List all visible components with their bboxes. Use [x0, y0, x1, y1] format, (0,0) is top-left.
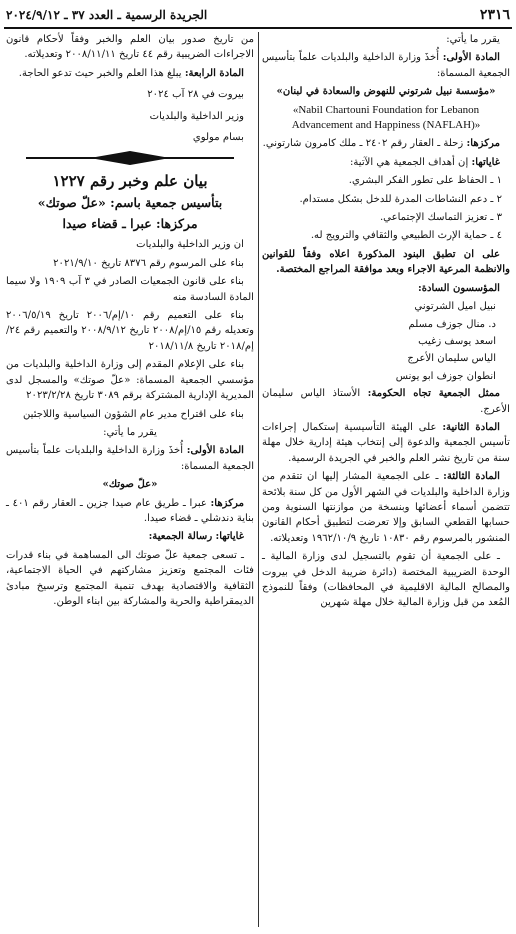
article-label: المادة الأولى:: [442, 52, 500, 64]
goals-title: رسالة الجمعية:: [148, 531, 213, 543]
goals-text: ـ تسعى جمعية علّ صوتك الى المساهمة في بناء قدرات فئات المجتمع وتعزيز مشاركتهم في الحياة الاجتماعية، الثقافية والاقتصادية بهدف تنمية المجتمع وترسيخ مبادئ الديمقراطية والحرية والمشاركة بين ابناء الوطن.: [6, 549, 254, 607]
divider-ornament-icon: [90, 151, 170, 165]
date-line: بيروت في ٢٨ آب ٢٠٢٤: [147, 89, 244, 101]
association-name-en: «Nabil Chartouni Foundation for Lebanon Advancement and Happiness (NAFLAH)»: [291, 103, 481, 132]
article-1: [262, 50, 510, 81]
hq-text: عبرا ـ طريق عام صيدا جزين ـ العقار رقم ٤٠١ ـ بناية دندشلي ـ قضاء صيدا.: [6, 497, 254, 524]
article-3-continued: ـ على الجمعية أن تقوم بالتسجيل لدى وزارة المالية ـ الوحدة الضريبية المختصة (دائرة ضريبة الدخل في بيروت والمصالح المالية الاقليمية في المحافظات) وفقاً للنموذج المُعد من قبل وزارة المالية خلال مهلة شهرين: [262, 551, 510, 609]
founder-name: الياس سليمان الأعرج: [407, 353, 496, 365]
article-3: [262, 469, 510, 546]
minister-title: وزير الداخلية والبلديات: [149, 110, 244, 122]
article-text: أُخذَ وزارة الداخلية والبلديات علماً بتأسيس الجمعية المسماة:: [6, 445, 254, 472]
legal-basis: بناء على اقتراح مدير عام الشؤون السياسية واللاجئين: [22, 408, 244, 420]
hq-text: زحلة ـ العقار رقم ٢٤٠٢ ـ ملك كامرون شارتوني.: [262, 138, 464, 150]
hq-label: مركزها:: [210, 497, 244, 509]
founders-list: [262, 299, 510, 384]
rep-text: الأستاذ الياس سليمان الأعرج.: [262, 388, 510, 415]
continued-text: من تاريخ صدور بيان العلم والخبر وفقاً لأحكام قانون الاجراءات الضريبية رقم ٤٤ تاريخ ٢٠٠٨/١١/١١ وتعديلاته.: [6, 34, 254, 61]
compliance-clause: على ان تطبق البنود المذكورة اعلاه وفقاً للقوانين والانظمة المرعية الاجراء وبعد موافقة المراجع المختصة.: [262, 248, 510, 276]
notice-headquarters: مركزها: عبرا ـ قضاء صيدا: [62, 216, 198, 232]
founder-name: اسعد يوسف زغيب: [418, 335, 496, 347]
page-header: [6, 6, 510, 24]
article-2: [262, 420, 510, 466]
founder-name: د. منال جوزف مسلم: [408, 318, 496, 330]
goals-heading: [6, 529, 254, 544]
notice-title: بيان علم وخبر رقم ١٢٢٧: [52, 172, 208, 191]
headquarters: [262, 136, 510, 151]
article-text: أُخذَ وزارة الداخلية والبلديات علماً بتأسيس الجمعية المسماة:: [262, 52, 510, 79]
article-1: [6, 443, 254, 474]
article-label: المادة الأولى:: [186, 445, 244, 457]
goals-intro-text: إن أهداف الجمعية هي الآتية:: [349, 156, 469, 168]
association-name-ar: «مؤسسة نبيل شرتوني للنهوض والسعادة في لبنان»: [276, 86, 496, 98]
section-divider: [6, 151, 254, 165]
article-text: على الهيئة التأسيسية إستكمال إجراءات تأسيس الجمعية والدعوة إلى إنتخاب هيئة إدارية خلال مهلة سنة من تاريخ نشر العلم والخبر في الجريدة الرسمية.: [262, 421, 510, 464]
founder-name: نبيل اميل الشرتوني: [414, 301, 496, 313]
legal-basis: بناء على المرسوم رقم ٨٣٧٦ تاريخ ٢٠٢١/٩/١٠: [53, 257, 244, 269]
issuer-line: ان وزير الداخلية والبلديات: [136, 239, 244, 251]
goals-intro: [262, 155, 510, 170]
right-column: [262, 32, 510, 614]
hq-label: مركزها:: [466, 138, 500, 150]
goal-item: ٣ ـ تعزيز التماسك الإجتماعي.: [379, 212, 502, 224]
header-rule: [4, 27, 512, 29]
legal-basis: بناء على قانون الجمعيات الصادر في ٣ آب ١٩٠٩ ولا سيما المادة السادسة منه: [6, 276, 254, 303]
publication-title: الجريدة الرسمية ـ العدد ٣٧ ـ ٢٠٢٤/٩/١٢: [6, 8, 208, 22]
article-text: يبلغ هذا العلم والخبر حيث تدعو الحاجة.: [18, 67, 182, 79]
article-text: ـ على الجمعية المشار إليها ان تتقدم من وزارة الداخلية والبلديات في الشهر الأول من كل سنة بلائحة تتضمن أسماء أعضائها وبنسخة من موازنتها السنوية ومن حسابها القطعي السابق وإلا تعرضت لتطبيق أحكام القانون المنشور بالمرسوم رقم ١٠٨٣٠ تاريخ ١٩٦٢/١٠/٩ وتعديلاته.: [262, 471, 510, 544]
goal-item: ١ ـ الحفاظ على تطور الفكر البشري.: [348, 175, 502, 187]
goals-label: غاياتها:: [471, 156, 500, 168]
minister-name: بسام مولوي: [192, 132, 244, 144]
signature-block: [6, 87, 254, 145]
founders-label: المؤسسون السادة:: [417, 282, 500, 294]
notice-subtitle: بتأسيس جمعية باسم: «علّ صوتك»: [37, 195, 223, 211]
decides-text: يقرر ما يأتي:: [103, 426, 157, 438]
left-column: [6, 32, 254, 612]
article-label: المادة الثانية:: [442, 421, 500, 433]
article-label: المادة الثالثة:: [443, 471, 500, 483]
rep-label: ممثل الجمعية تجاه الحكومة:: [367, 388, 500, 400]
legal-basis: بناء على التعميم رقم ١٠/إم/٢٠٠٦ تاريخ ٢٠٠٦/٥/١٩ وتعديله رقم ١٥/إم/٢٠٠٨ تاريخ ٢٠٠٨/٩/١٢ والتعميم رقم ٢٤/إم/٢٠١٨ تاريخ ٢٠١٨/١١/٨: [6, 310, 254, 352]
government-representative: [262, 386, 510, 417]
goal-item: ٤ ـ حماية الإرث الطبيعي والثقافي والترويج له.: [310, 230, 502, 242]
legal-basis: بناء على الإعلام المقدم إلى وزارة الداخلية والبلديات من مؤسسي الجمعية المسماة: «علّ صوتك» والمسجل لدى المديرية الإدارية المشتركة برقم ٣٠٨٩ تاريخ ٢٠٢٣/٢/٢٨: [6, 359, 254, 402]
page-number: ٢٣١٦: [479, 7, 510, 23]
association-name: «علّ صوتك»: [102, 479, 158, 491]
goal-item: ٢ ـ دعم النشاطات المدرة للدخل بشكل مستدام.: [299, 193, 502, 205]
founder-name: انطوان جوزف ابو يونس: [395, 370, 496, 382]
column-divider: [258, 32, 259, 927]
goals-label: غاياتها:: [215, 531, 244, 543]
decides-text: يقرر ما يأتي:: [446, 34, 500, 45]
article-4: [6, 66, 254, 81]
article-label: المادة الرابعة:: [184, 67, 244, 79]
headquarters: [6, 496, 254, 527]
